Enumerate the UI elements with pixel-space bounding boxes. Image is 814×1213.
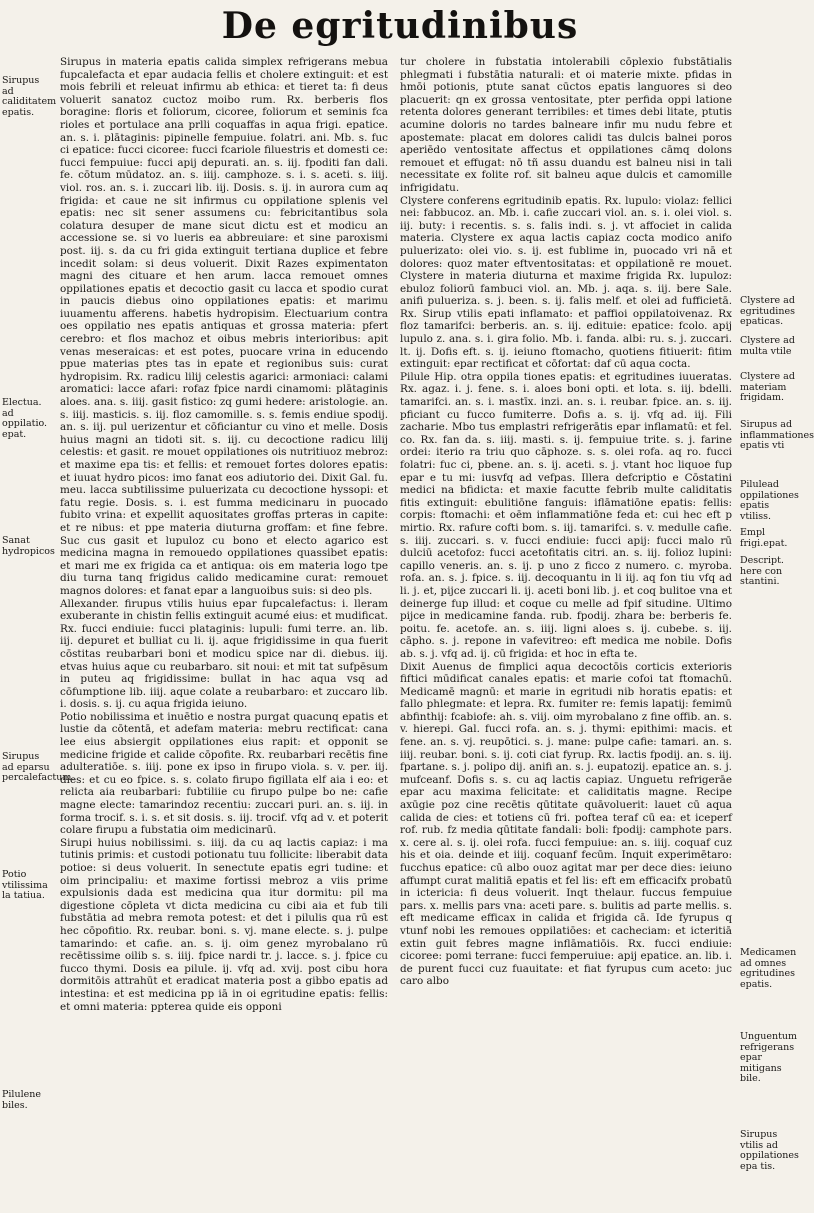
margin-note: Pilulead oppilationes epatis vtiliss.: [740, 479, 799, 522]
right-text-column: [400, 56, 732, 1206]
left-text-column: [60, 56, 388, 1206]
paragraph: Allexander. firupus vtilis huius epar fupcalefactus: i. lleram exuberante in chistin fellis extinguit acumé eius: et mudificat. Rx. fucci endiuie: fucci plataginis: lupuli: fumi terre. an. lib. iij. depuret et bulliat cu li. ij. aque frigidissime in qua fuerit cōstitas reubarbari boni et modicu spice nar di. diebus. iij. etvas huius aque cu reubarbaro. sit noui: et mit tat sufpēsum in puteu aq frigidissime: bullat in hac aqua vsq ad cōfumptione lib. iiij. aque colate a reubarbaro: et zuccaro lib. i. dosis. s. ij. cu aqua frigida ieiuno.: [60, 597, 388, 711]
margin-note: Electua. ad oppilatio. epat.: [2, 397, 48, 440]
margin-note: Sirupus vtilis ad oppilationes epa tis.: [740, 1129, 799, 1172]
margin-note: Clystere ad multa vtile: [740, 335, 795, 357]
paragraph: Potio nobilissima et inuētio e nostra purgat quacunq epatis et lustie da cōtentā, et adefam materia: mebru rectificat: cana lee eius absiergit oppilationes eius rapit: et opponit se medicine frigide et calide cōpofite. Rx. reubarbari recētis fine adulteratiōe. s. iiij. pone ex ipso in firupo viola. s. v. per. iij. dies: et cu eo fpice. s. s. colato firupo figillata elf aia i eo: et relicta aia reubarbari: fubtiliie cu firupo pulpe bo ne: cafie magne electe: tamarindoz recentiu: zuccari puri. an. s. iij. in forma trocif. s. i. s. et sit dosis. s. iij. trocif. vfq ad v. et poterit colare firupu a fubstatia oim medicinarū.: [60, 710, 388, 837]
margin-note: Medicamen ad omnes egritudines epatis.: [740, 947, 797, 990]
margin-note: Clystere ad egritudines epaticas.: [740, 295, 795, 327]
paragraph: tur cholere in fubstatia intolerabili cōplexio fubstātialis phlegmati i fubstātia naturali: et oi materie mixte. pfidas in hmōi potionis, ptute sanat cūctos epatis languores si deo placuerit: qn ex grossa ventositate, pter perfida oppi latione retenta dolores generant terribiles: et times debi litate, ptutis acumine doloris no tardes balneare infir mu nudu febre et apostemate: placat em dolores calidi tas dulcis balnei poros aperiēdo ventositate affectus et oppilationes cāmq dolons remouet et effugat: nō tñ assu duandu est balneu nisi in tali necessitate ex folite rof. sit balneu aque dulcis et camomille infrigidatu.: [400, 56, 732, 194]
paragraph: Sirupus in materia epatis calida simplex refrigerans mebua fupcalefacta et epar audacia fellis et cholere extinguit: et est mois febrili et releuat infirmu ab ethica: et tieret ta: fi deus voluerit sanatoz cuctoz moibo rum. Rx. berberis flos boragine: floris et foliorum, cicoree, foliorum et seminis fca rioles et portulace ana prlli coquaffas in aqua frigi. epatice. an. s. i. plātaginis: pipinelle fempuiue. folatri. ani. Mb. s. fuc ci epatice: fucci cicoree: fucci fcariole filuestris et domesti ce: fucci fempuiue: fucci apij depurati. an. s. iij. fpoditi fan dali. fe. cōtum mūdatoz. an. s. iiij. camphoze. s. i. s. aceti. s. iiij. viol. ros. an. s. i. zuccari lib. iij. Dosis. s. ij. in aurora cum aq frigida: et caue ne sit infirmus cu oppilatione splenis vel epatis: nec sit sener assumens cu: febricitantibus sola colatura desuper de mane sicut dictu est et modicu an accessione se. si vo lueris ea abbreuiare: et sine paroxismi post. iij. s. da cu fri gida extinguit tertiana duplice et febre incedit solam: si deus voluerit. Dixit Razes expimentaton magni des cituare et hen arum. lacca remouet omnes oppilationes epatis et decoctio gasit cu lacca et spodio curat in paucis diebus oino oppilationes epatis: et marimu iuuamentu afferens. habetis hydropisim. Electuarium contra oes oppilatio nes epatis antiquas et grossa materia: pfert cerebro: et flos machoz et oibus mebris interioribus: apit venas meseraicas: et est potes, puocare vrina in educendo ppue materias ptes tas in epate et regionibus suis: curat hydropisim. Rx. radicu lilij celestis agarici: armoniaci: calami aromatici: lacce afari: rofaz fpice nardi cinamomi: plātaginis aloes. ana. s. iiij. gasit fistico: zq gumi hedere: aristologie. an. s. iiij. masticis. s. iij. floz camomille. s. s. femis endiue spodij. an. s. iij. pul uerizentur et cōficiantur cu vino et melle. Dosis huius magni an tidoti sit. s. iij. cu decoctione radicu lilij celestis: et gasit. re mouet oppilationes ois nutritiuoz mebroz: et maxime epa tis: et fellis: et remouet fortes dolores epatis: et iuuat hydro picos: imo fanat eos adiutorio dei. Dixit Gal. fu. meu. lacca subtilissime puluerizata cu decoctione hyssopi: et fatu regie. Dosis. s. i. est fumma medicinaru in puocado fubito vrina: et expellit aquositates groffas prteras in capite: et re nibus: et ppe materia diuturna groffam: et fine febre. Suc cus gasit et lupuloz cu bono et electo agarico est medicina magna in remouedo oppilationes quassibet epatis: et mari me ex frigida ca et antiqua: ois em materia logo tpe diu turna tanq frigidus calido medicamine curat: remouet magnos dolores: et fanat epar a languoibus suis: si deo pls.: [60, 56, 388, 597]
margin-note: Unguentum refrigerans epar mitigans bile.: [740, 1031, 798, 1084]
margin-note: Potio vtilissima la tatiua.: [2, 869, 48, 901]
running-title: De egritudinibus: [221, 5, 579, 47]
margin-note: Clystere ad materiam frigidam.: [740, 371, 795, 403]
margin-note: Descript. here con stantini.: [740, 555, 784, 587]
margin-note: Sirupus ad caliditatem epatis.: [2, 75, 57, 118]
margin-note: Pilulene biles.: [2, 1089, 41, 1111]
paragraph: Clystere conferens egritudinib epatis. Rx. lupulo: violaz: fellici nei: fabbucoz. an. Mb. i. cafie zuccari viol. an. s. i. olei viol. s. iij. buty: i recentis. s. s. falis indi. s. j. vt affociet in calida materia. Clystere ex aqua lactis capiaz cocta modico anifo puluerizato: olei vio. s. ij. est fublime in, puocado vri nā et dolores: quoz mater eftventositatas: et oppilationē re mouet. Clystere in materia diuturna et maxime frigida Rx. lupuloz: ebuloz foliorū fambuci viol. an. Mb. j. aqa. s. iij. bere Sale. anifi pulueriza. s. j. been. s. ij. falis melf. et olei ad fufficietā. Rx. Sirup vtilis epati inflamato: et paffioi oppilatoivenaz. Rx floz tamarifci: berberis. an. s. iij. edituie: epatice: fcolo. apij lupulo z. ana. s. i. gira folio. Mb. i. fanda. albi: ru. s. j. zuccari. lt. ij. Dofis eft. s. ij. ieiuno ftomacho, quotiens fitiuerit: fitim extinguit: epar rectificat et cōfortat: daf cū aqua cocta.: [400, 194, 732, 371]
margin-note: Sirupus ad eparsu percalefactum.: [2, 751, 75, 783]
paragraph: Dixit Auenus de fimplici aqua decoctōis corticis exterioris fiftici mūdificat canales epatis: et marie cofoi tat ftomachū. Medicamē magnū: et marie in egritudi nib horatis epatis: et fallo phlegmate: et lepra. Rx. fumiter re: femis lapatij: femimū abfinthij: fcabiofe: ah. s. viij. oim myrobalano z fine offib. an. s. v. hierepi. Gal. fucci rofa. an. s. j. thymi: epithimi: macis. et fene. an. s. vj. reupōtici. s. j. mane: pulpe cafie: tamari. an. s. iiij. reubar. boni. s. ij. coti ciat fyrup. Rx. lactis fpodij. an. s. iij. fpartane. s. j. polipo dij. anifi an. s. j. eupatozij. epatice an. s. j. mufceanf. Dofis s. s. cu aq lactis capiaz. Unguetu refrigerāe epar acu maxima felicitate: et caliditatis magne. Recipe axūgie poz cine recētis qūtitate quāvoluerit: lauet cū aqua calida de cies: et totiens cū fri. poftea teraf cū ea: et iceperf rof. rub. fz media qūtitate fandali: boli: fpodij: camphote pars. x. cere al. s. ij. olei rofa. fucci fempuiue: an. s. iiij. coquaf cuz his et oia. deinde et iiij. coquanf fecūm. Inquit experimētaro: fucchus epatice: cū albo ouoz agitat mar per dece dies: ieiuno affumpt curat malitiā epatis et fel lis: eft em efficacifx probatū in ictericia: fi deus voluerit. Inqt thelaur. fuccus fempuiue pars. x. mellis pars vna: aceti pare. s. bulitis ad parte mellis. s. eft medicame efficax in calida et frigida cā. Ide fyrupus q vtunf nobi les remoues oppilatiōes: et cacheciam: et icteritiā extin guit febres magne inflāmatiōis. Rx. fucci endiuie: cicoree: pomi terrane: fucci femperuiue: apij epatice. an. lib. i. de purent fucci cuz fuauitate: et fiat fyrupus cum aceto: juc caro albo: [400, 660, 732, 988]
margin-note: Empl frigi.epat.: [740, 527, 788, 549]
paragraph: Sirupi huius nobilissimi. s. iiij. da cu aq lactis capiaz: i ma tutinis primis: et custodi potionatu tuu follicite: liberabit data potioe: si deus voluerit. In senectute epatis egri tudine: et oim principaliu: et maxime fortissi mebroz a viis prime expulsionis dada est medicina qua itur dormitu: pil ma digestione cōpleta vt dicta medicina cu cibi aia et fub tili fubstātia ad mebra remota potest: et det i pilulis qua rū est hec cōpofitio. Rx. reubar. boni. s. vj. mane electe. s. j. pulpe tamarindo: et cafie. an. s. ij. oim genez myrobalano rū recētissime oilib s. s. iiij. fpice nardi tr. j. lacce. s. j. fpice cu fucco thymi. Dosis ea pilule. ij. vfq ad. xvij. post cibu hora dormitōis attrahūt et eradicat materia post a gibbo epatis ad intestina: et est medicina pp iā in oi egritudine epatis: fellis: et omni materia: ppterea quide eis opponi: [60, 836, 388, 1013]
paragraph: Pilule Hip. otra oppila tiones epatis: et egritudines iuueratas. Rx. agaz. i. j. fene. s. i. aloes boni opti. et lota. s. iij. bdelli. tamarifci. an. s. i. mastīx. inzi. an. s. i. reubar. fpice. an. s. iij. pficiant cu fucco fumiterre. Dofis a. s. ij. vfq ad. iij. Fili zacharie. Mbo tus emplastri refrigerātis epar inflamatū: et fel. co. Rx. fan da. s. iiij. masti. s. ij. fempuiue trite. s. j. farine ordei: iterio ra triu quo cāphoze. s. s. olei rofa. aq ro. fucci folatri: fuc ci, pbene. an. s. ij. aceti. s. j. vtant hoc liquoe fup epar e tu mi: iusvfq ad vefpas. Illera defcriptio e Cōstatini medici na bfidicta: et maxie facutte febrib multe caliditatis fitis extinguit: ebulitiōne fanguis: iflāmatiōne epatis: fellis: corpis: ftomachi: et oēm inflammatiōne feda et: cui hec eft p mirtio. Rx. rafure cofti bom. s. iij. tamarifci. s. v. medulle cafie. s. iiij. zuccari. s. v. fucci endiuie: fucci apij: fucci malo rū dulciū acetofoz: fucci acetofitatis citri. an. s. iij. folioz lupini: capillo veneris. an. s. ij. p uno z ficco z numero. c. myroba. rofa. an. s. j. fpice. s. iij. decoquantu in li iij. aq fon tiu vfq ad li. j. et, pijce zuccari li. ij. aceti boni lib. j. et coq bulitoe vna et deinerge fup illud: et coque cu melle ad fpif situdine. Ultimo pijce in medicamine fanda. rub. fpodij. zhara be: berberis fe. poitu. fe. acetofe. an. s. iiij. ligni aloes s. ij. cubebe. s. iij. cāpho. s. j. repone in vafevitreo: eft medica me nobile. Dofis ab. s. j. vfq ad. ij. cū frigida: et hoc in efta te.: [400, 370, 732, 660]
margin-note: Sanat hydropicos: [2, 535, 55, 557]
margin-note: Sirupus ad inflammationes epatis vti: [740, 419, 814, 451]
page-header: [0, 4, 800, 48]
